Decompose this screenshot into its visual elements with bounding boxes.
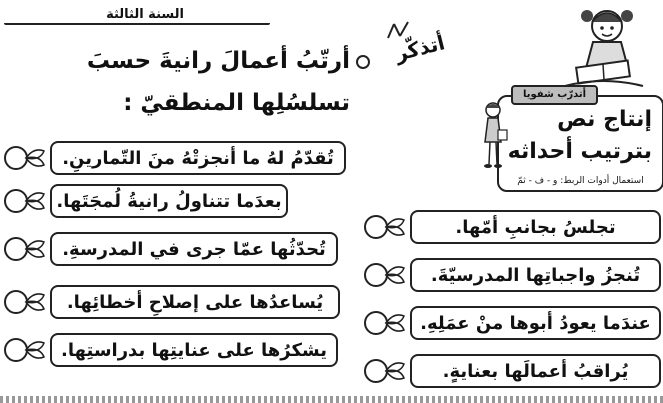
leaf-icon bbox=[384, 216, 406, 238]
leaf-icon bbox=[384, 360, 406, 382]
lesson-title-box bbox=[497, 89, 663, 192]
leaf-icon bbox=[24, 291, 46, 313]
bottom-border bbox=[0, 396, 663, 403]
sentence-box: يُراقبُ أعمالَها بعنايةٍ. bbox=[410, 354, 661, 388]
sentence-box: تجلسُ بجانبِ أمّها. bbox=[410, 210, 661, 244]
left-sentence-row-2 bbox=[2, 184, 288, 218]
leaf-icon bbox=[24, 147, 46, 169]
sentence-box: يُساعدُها على إصلاحِ أخطائِها. bbox=[50, 285, 340, 319]
right-sentence-row-4 bbox=[362, 354, 661, 388]
leaf-icon bbox=[24, 339, 46, 361]
left-sentence-row-1 bbox=[2, 141, 346, 175]
sentence-box: تُحدّثُها عمّا جرى في المدرسةِ. bbox=[50, 232, 338, 266]
right-sentence-row-2 bbox=[362, 258, 661, 292]
leaf-icon bbox=[24, 190, 46, 212]
leaf-icon bbox=[384, 312, 406, 334]
sentence-box: عندَما يعودُ أبوها منْ عمَلِهِ. bbox=[410, 306, 661, 340]
sentence-box: يشكرُها على عنايتِها بدراستِها. bbox=[50, 333, 338, 367]
lesson-note: استعمال أدوات الربط: و - ف - ثمّ bbox=[517, 176, 644, 186]
lesson-type-tag: أتدرّب شفويا bbox=[511, 85, 598, 105]
left-sentence-row-4 bbox=[2, 285, 340, 319]
leaf-icon bbox=[24, 238, 46, 260]
left-sentence-row-3 bbox=[2, 232, 338, 266]
right-sentence-row-1 bbox=[362, 210, 661, 244]
right-sentence-row-3 bbox=[362, 306, 661, 340]
sentence-box: تُقدّمُ لهُ ما أنجزتْهُ منَ التّمارينِ. bbox=[50, 141, 346, 175]
instruction-text: أرتّبُ أعمالَ رانيةَ حسبَ تسلسُلِها المنطقيّ : bbox=[86, 48, 350, 116]
leaf-icon bbox=[384, 264, 406, 286]
girl-with-bag-illustration bbox=[478, 100, 508, 172]
grade-header: السنة الثالثة bbox=[0, 0, 290, 28]
lesson-title: إنتاج نص bbox=[557, 107, 652, 132]
sentence-box: بعدَما تتناولُ رانيةُ لُمجَتَها. bbox=[50, 184, 288, 218]
sentence-box: تُنجزُ واجباتِها المدرسيّةَ. bbox=[410, 258, 661, 292]
instruction-bullet-icon bbox=[356, 55, 370, 69]
lesson-subtitle: بترتيب أحداثه bbox=[507, 139, 652, 164]
remember-label: أتذكّر bbox=[392, 30, 448, 66]
girl-reading-illustration bbox=[555, 2, 650, 94]
left-sentence-row-5 bbox=[2, 333, 338, 367]
